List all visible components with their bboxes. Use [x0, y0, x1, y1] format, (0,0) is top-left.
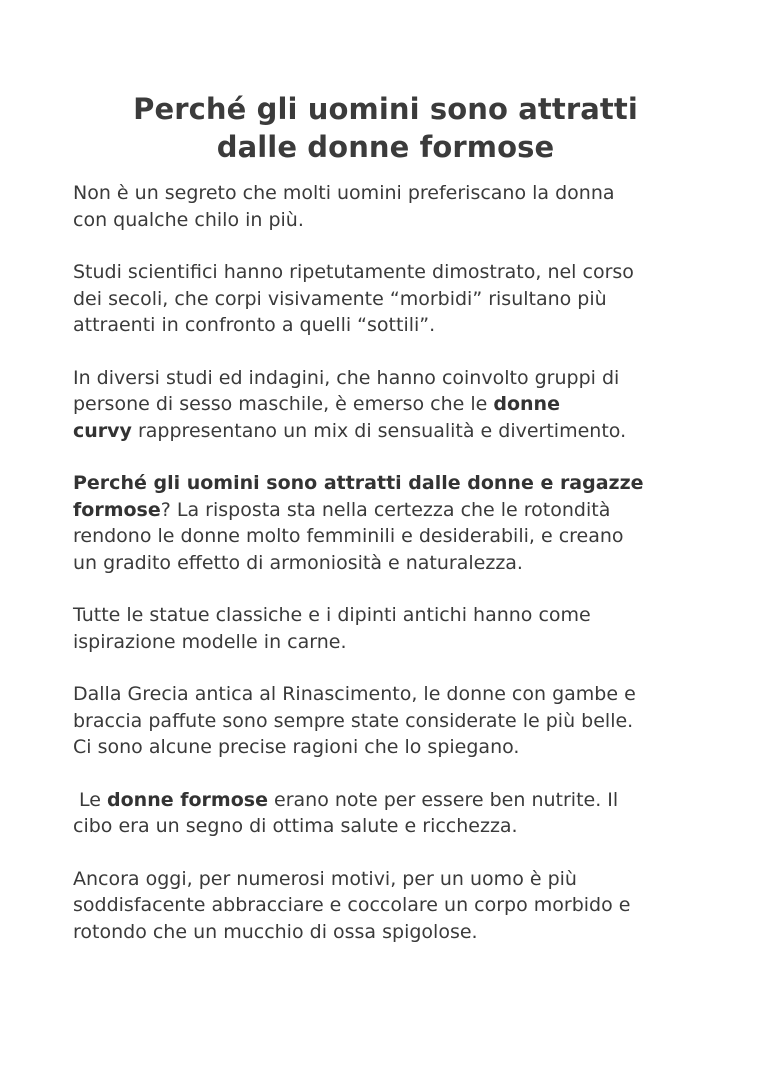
text-run: Le — [73, 788, 108, 811]
paragraph-7 — [73, 787, 698, 840]
bold-keyword: donne formose — [107, 788, 268, 811]
text-line: soddisfacente abbracciare e coccolare un corpo morbido e — [73, 894, 631, 916]
bold-keyword: formose — [73, 498, 161, 521]
title-line: Perché gli uomini sono attratti — [133, 92, 638, 126]
text-line — [73, 391, 698, 418]
text-line: cibo era un segno di ottima salute e ricchezza. — [73, 815, 518, 837]
paragraph-3 — [73, 365, 698, 445]
text-line: Ci sono alcune precise ragioni che lo spiegano. — [73, 736, 520, 758]
paragraph-1 — [73, 180, 698, 233]
bold-keyword: donne — [493, 393, 560, 415]
text-run: erano note per essere ben nutrite. Il — [267, 788, 619, 811]
document-page — [73, 90, 698, 971]
paragraph-6 — [73, 681, 698, 761]
text-line: Ancora oggi, per numerosi motivi, per un uomo è più — [73, 867, 577, 890]
text-run: persone di sesso maschile, è emerso che le — [73, 393, 494, 415]
text-line — [73, 497, 698, 524]
text-line: Studi scientifici hanno ripetutamente dimostrato, nel corso — [73, 261, 634, 283]
text-line: Dalla Grecia antica al Rinascimento, le donne con gambe e — [73, 683, 636, 705]
text-line: braccia paffute sono sempre state considerate le più belle. — [73, 709, 634, 732]
paragraph-4 — [73, 470, 698, 576]
text-line — [73, 470, 698, 497]
bold-keyword: curvy — [73, 419, 132, 442]
text-line: un gradito effetto di armoniosità e naturalezza. — [73, 551, 523, 574]
paragraph-2 — [73, 259, 698, 339]
text-line: Tutte le statue classiche e i dipinti antichi hanno come — [73, 604, 591, 626]
text-line: ispirazione modelle in carne. — [73, 630, 347, 653]
text-line: rendono le donne molto femminili e desiderabili, e creano — [73, 525, 624, 547]
text-line: In diversi studi ed indagini, che hanno coinvolto gruppi di — [73, 366, 620, 389]
text-run: ? La risposta sta nella certezza che le rotondità — [160, 498, 611, 521]
text-line: rotondo che un mucchio di ossa spigolose. — [73, 920, 478, 943]
text-line: Non è un segreto che molti uomini preferiscano la donna — [73, 182, 615, 204]
document-title — [73, 90, 698, 166]
text-line: dei secoli, che corpi visivamente “morbidi” risultano più — [73, 287, 607, 310]
title-line: dalle donne formose — [216, 130, 555, 164]
text-run: rappresentano un mix di sensualità e divertimento. — [131, 419, 627, 442]
text-line — [73, 418, 698, 445]
paragraph-5 — [73, 602, 698, 655]
paragraph-8 — [73, 866, 698, 946]
text-line: attraenti in confronto a quelli “sottili”. — [73, 314, 436, 336]
text-line: con qualche chilo in più. — [73, 208, 304, 231]
text-line — [73, 787, 698, 814]
bold-heading-run: Perché gli uomini sono attratti dalle donne e ragazze — [73, 472, 644, 494]
